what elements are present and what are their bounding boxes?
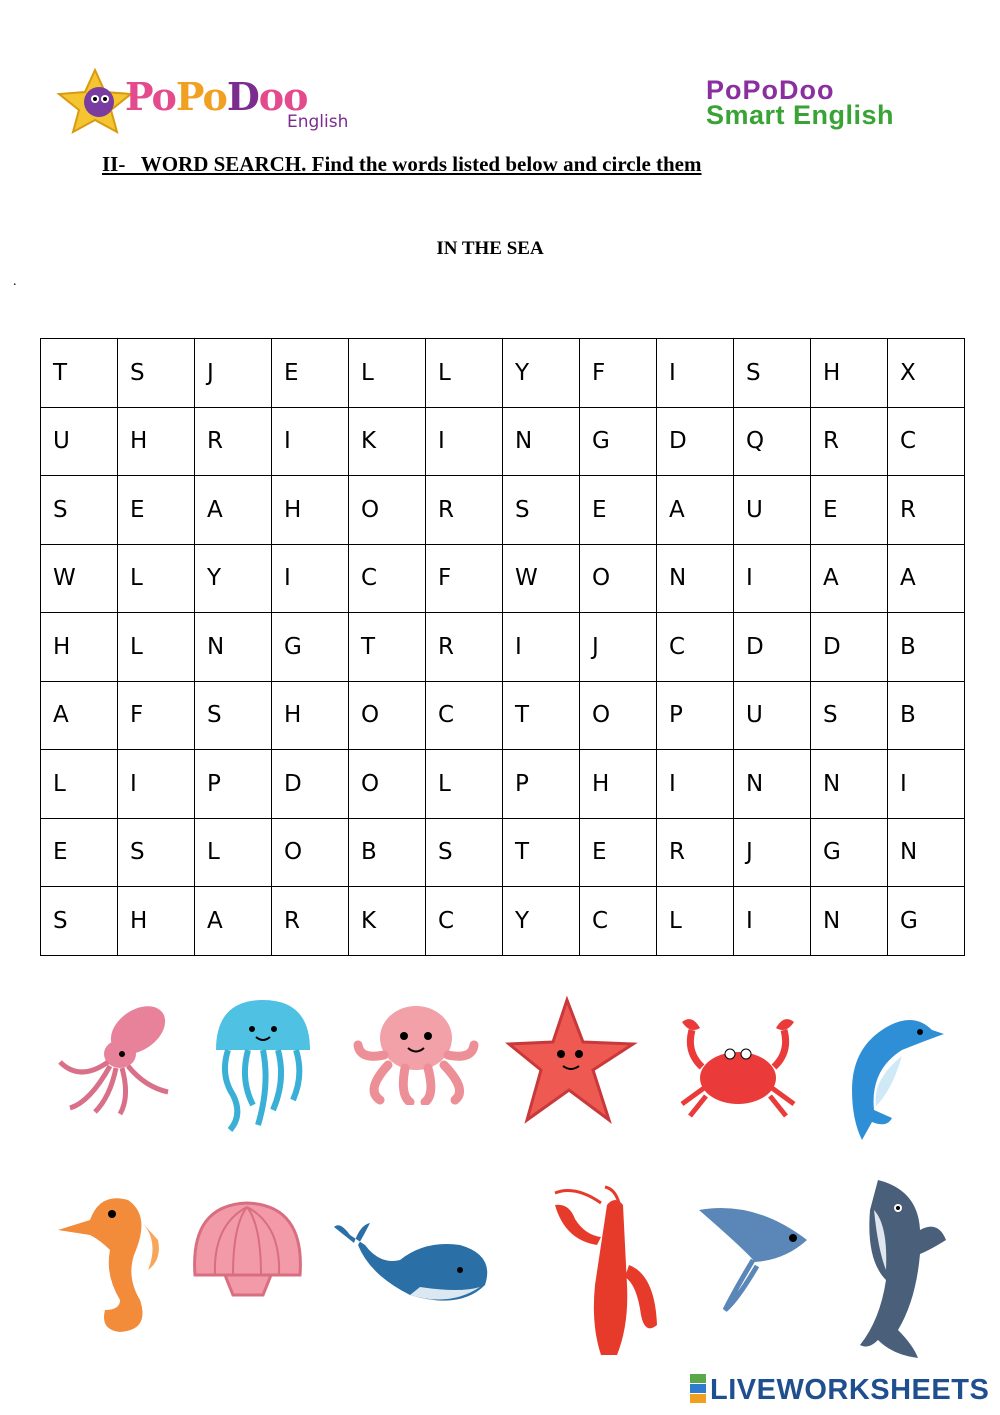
grid-cell[interactable]: O: [349, 681, 426, 750]
grid-cell[interactable]: N: [811, 750, 888, 819]
shell-picture: [185, 1195, 310, 1310]
grid-cell[interactable]: L: [657, 887, 734, 956]
grid-cell[interactable]: Y: [503, 887, 580, 956]
popodoo-english-logo: [55, 68, 365, 134]
grid-cell[interactable]: S: [195, 681, 272, 750]
grid-cell[interactable]: N: [657, 544, 734, 613]
grid-cell[interactable]: C: [426, 887, 503, 956]
grid-cell[interactable]: H: [272, 476, 349, 545]
grid-cell[interactable]: G: [888, 887, 965, 956]
grid-cell[interactable]: W: [41, 544, 118, 613]
grid-cell[interactable]: I: [657, 750, 734, 819]
grid-cell[interactable]: C: [580, 887, 657, 956]
grid-cell[interactable]: K: [349, 407, 426, 476]
grid-cell[interactable]: E: [272, 339, 349, 408]
grid-cell[interactable]: S: [118, 339, 195, 408]
seahorse-picture: [50, 1180, 165, 1340]
grid-cell[interactable]: I: [118, 750, 195, 819]
grid-cell[interactable]: A: [195, 887, 272, 956]
grid-cell[interactable]: O: [349, 750, 426, 819]
grid-cell[interactable]: E: [811, 476, 888, 545]
grid-cell[interactable]: G: [811, 818, 888, 887]
grid-cell[interactable]: B: [888, 613, 965, 682]
grid-row: [41, 750, 965, 819]
grid-cell[interactable]: D: [657, 407, 734, 476]
grid-cell[interactable]: L: [349, 339, 426, 408]
grid-cell[interactable]: S: [118, 818, 195, 887]
grid-cell[interactable]: T: [503, 818, 580, 887]
grid-row: [41, 339, 965, 408]
logo-right-line1: PoPoDoo: [706, 75, 835, 105]
grid-cell[interactable]: P: [657, 681, 734, 750]
squid-picture: [50, 992, 175, 1117]
liveworksheets-badge-icon: [690, 1374, 706, 1404]
grid-cell[interactable]: X: [888, 339, 965, 408]
grid-row: [41, 887, 965, 956]
grid-cell[interactable]: G: [580, 407, 657, 476]
grid-cell[interactable]: O: [580, 681, 657, 750]
grid-cell[interactable]: L: [426, 339, 503, 408]
grid-cell[interactable]: H: [118, 407, 195, 476]
grid-cell[interactable]: R: [657, 818, 734, 887]
starfish-picture: [505, 996, 640, 1126]
grid-cell[interactable]: I: [888, 750, 965, 819]
grid-cell[interactable]: A: [195, 476, 272, 545]
grid-cell[interactable]: S: [41, 476, 118, 545]
grid-cell[interactable]: U: [41, 407, 118, 476]
grid-cell[interactable]: R: [426, 613, 503, 682]
grid-cell[interactable]: Y: [503, 339, 580, 408]
popodoo-smart-english-logo: [706, 75, 956, 130]
grid-cell[interactable]: P: [503, 750, 580, 819]
grid-cell[interactable]: I: [272, 407, 349, 476]
grid-cell[interactable]: I: [426, 407, 503, 476]
grid-cell[interactable]: B: [349, 818, 426, 887]
octopus-picture: [350, 1000, 480, 1105]
grid-cell[interactable]: H: [811, 339, 888, 408]
grid-cell[interactable]: C: [888, 407, 965, 476]
grid-cell[interactable]: K: [349, 887, 426, 956]
stray-dot: .: [13, 274, 17, 289]
star-mascot-icon: [55, 68, 135, 134]
grid-cell[interactable]: J: [195, 339, 272, 408]
word-search-grid: [40, 338, 965, 956]
grid-row: [41, 681, 965, 750]
grid-cell[interactable]: N: [888, 818, 965, 887]
grid-cell[interactable]: N: [503, 407, 580, 476]
grid-cell[interactable]: S: [426, 818, 503, 887]
grid-cell[interactable]: F: [426, 544, 503, 613]
grid-cell[interactable]: E: [41, 818, 118, 887]
grid-cell[interactable]: A: [811, 544, 888, 613]
jellyfish-picture: [208, 995, 318, 1135]
grid-cell[interactable]: C: [349, 544, 426, 613]
grid-cell[interactable]: H: [580, 750, 657, 819]
grid-cell[interactable]: S: [41, 887, 118, 956]
grid-cell[interactable]: Q: [734, 407, 811, 476]
grid-cell[interactable]: O: [272, 818, 349, 887]
grid-cell[interactable]: H: [272, 681, 349, 750]
grid-cell[interactable]: C: [426, 681, 503, 750]
grid-cell[interactable]: H: [118, 887, 195, 956]
dolphin-picture: [832, 1010, 947, 1145]
grid-cell[interactable]: R: [811, 407, 888, 476]
grid-cell[interactable]: T: [41, 339, 118, 408]
crab-picture: [672, 1012, 802, 1122]
grid-cell[interactable]: O: [349, 476, 426, 545]
grid-row: [41, 544, 965, 613]
grid-cell[interactable]: J: [734, 818, 811, 887]
grid-cell[interactable]: E: [580, 818, 657, 887]
grid-cell[interactable]: F: [118, 681, 195, 750]
grid-cell[interactable]: D: [272, 750, 349, 819]
stingray-picture: [695, 1200, 815, 1315]
grid-cell[interactable]: R: [888, 476, 965, 545]
grid-cell[interactable]: S: [811, 681, 888, 750]
grid-cell[interactable]: I: [657, 339, 734, 408]
grid-cell[interactable]: L: [118, 613, 195, 682]
grid-cell[interactable]: T: [349, 613, 426, 682]
grid-cell[interactable]: T: [503, 681, 580, 750]
whale-picture: [330, 1215, 495, 1320]
lobster-picture: [545, 1185, 675, 1360]
grid-cell[interactable]: O: [580, 544, 657, 613]
grid-cell[interactable]: N: [195, 613, 272, 682]
grid-cell[interactable]: E: [118, 476, 195, 545]
shark-picture: [858, 1170, 948, 1360]
exercise-heading: II- WORD SEARCH. Find the words listed below and circle them: [102, 152, 702, 176]
topic-title: IN THE SEA: [436, 238, 544, 259]
grid-cell[interactable]: Y: [195, 544, 272, 613]
grid-cell[interactable]: L: [195, 818, 272, 887]
footer-text: LIVEWORKSHEETS: [710, 1374, 990, 1406]
grid-cell[interactable]: U: [734, 681, 811, 750]
grid-cell[interactable]: C: [657, 613, 734, 682]
grid-cell[interactable]: S: [734, 339, 811, 408]
grid-cell[interactable]: U: [734, 476, 811, 545]
grid-cell[interactable]: B: [888, 681, 965, 750]
grid-cell[interactable]: I: [503, 613, 580, 682]
grid-cell[interactable]: A: [888, 544, 965, 613]
grid-cell[interactable]: G: [272, 613, 349, 682]
grid-cell[interactable]: R: [272, 887, 349, 956]
grid-cell[interactable]: I: [272, 544, 349, 613]
grid-cell[interactable]: J: [580, 613, 657, 682]
grid-cell[interactable]: R: [426, 476, 503, 545]
grid-cell[interactable]: L: [426, 750, 503, 819]
grid-cell[interactable]: E: [580, 476, 657, 545]
grid-cell[interactable]: S: [503, 476, 580, 545]
grid-cell[interactable]: L: [118, 544, 195, 613]
grid-cell[interactable]: I: [734, 887, 811, 956]
grid-cell[interactable]: W: [503, 544, 580, 613]
grid-row: [41, 818, 965, 887]
grid-cell[interactable]: I: [734, 544, 811, 613]
grid-row: [41, 407, 965, 476]
logo-right-line2: Smart English: [706, 100, 895, 130]
logo-sub-text: English: [287, 112, 349, 132]
grid-cell[interactable]: N: [811, 887, 888, 956]
grid-row: [41, 613, 965, 682]
grid-row: [41, 476, 965, 545]
grid-cell[interactable]: L: [41, 750, 118, 819]
grid-cell[interactable]: H: [41, 613, 118, 682]
grid-cell[interactable]: A: [657, 476, 734, 545]
logo-brand-text: PoPoDoo: [125, 74, 308, 119]
liveworksheets-footer[interactable]: [690, 1374, 989, 1407]
grid-cell[interactable]: R: [195, 407, 272, 476]
grid-cell[interactable]: A: [41, 681, 118, 750]
grid-cell[interactable]: F: [580, 339, 657, 408]
grid-cell[interactable]: N: [734, 750, 811, 819]
grid-cell[interactable]: D: [811, 613, 888, 682]
grid-cell[interactable]: P: [195, 750, 272, 819]
grid-cell[interactable]: D: [734, 613, 811, 682]
